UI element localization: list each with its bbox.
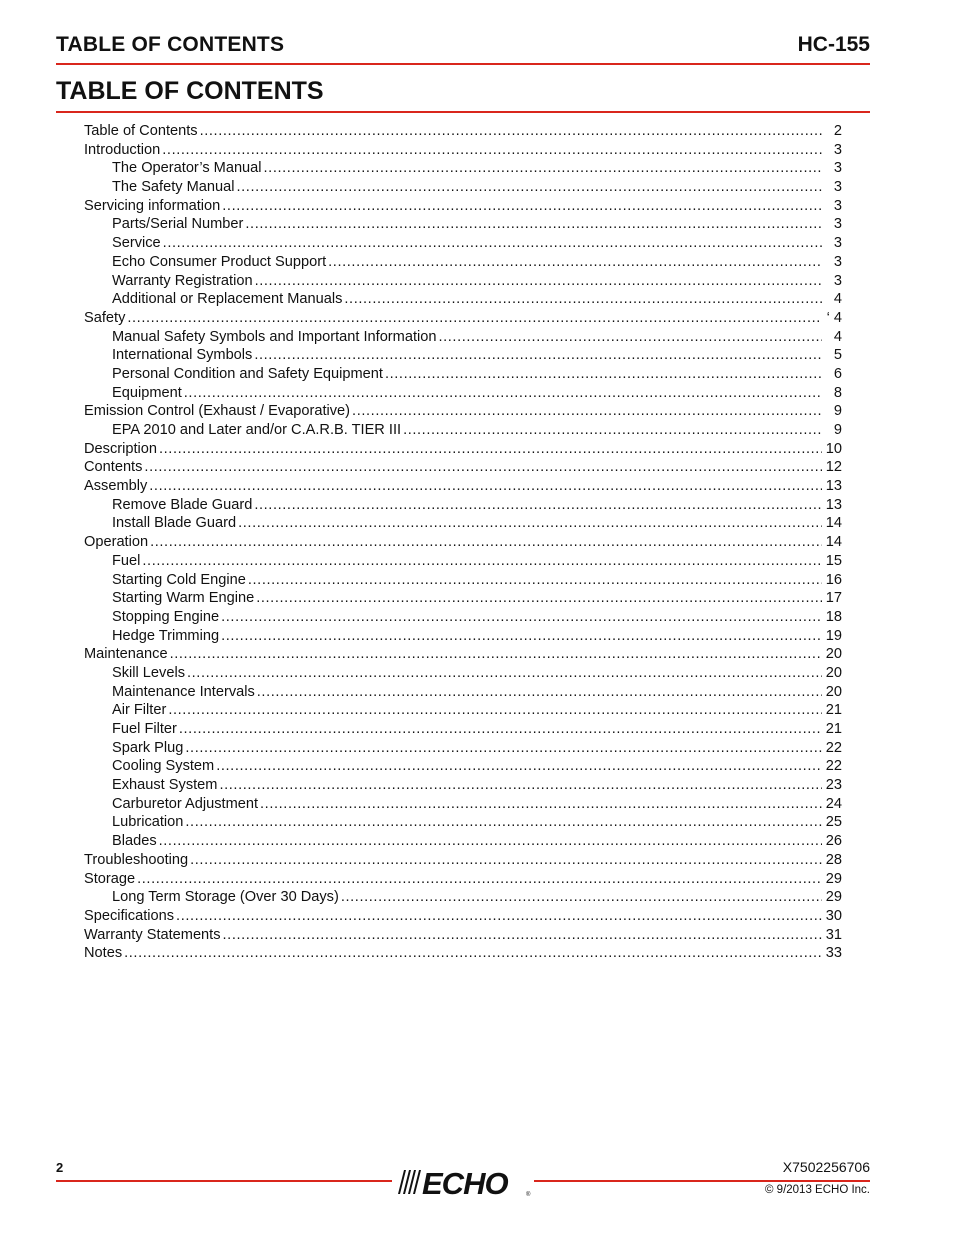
toc-dot-leader — [237, 178, 823, 197]
toc-dot-leader — [149, 477, 822, 496]
toc-entry[interactable] — [84, 309, 842, 328]
toc-entry-page: 3 — [833, 197, 842, 214]
toc-entry-label: Skill Levels — [112, 664, 185, 681]
toc-entry-label: Notes — [84, 945, 123, 962]
toc-entry-label: Contents — [84, 459, 143, 476]
toc-dot-leader — [163, 234, 822, 253]
toc-entry-page: 3 — [833, 160, 842, 177]
toc-entry[interactable] — [84, 552, 842, 571]
toc-entry[interactable] — [84, 813, 842, 832]
footer-part-number: X7502256706 — [782, 1159, 870, 1175]
toc-dot-leader — [264, 159, 822, 178]
toc-dot-leader — [260, 795, 822, 814]
toc-entry[interactable] — [84, 122, 842, 141]
toc-dot-leader — [248, 571, 822, 590]
toc-entry-page: 21 — [825, 702, 842, 719]
toc-entry[interactable] — [84, 159, 842, 178]
toc-entry[interactable] — [84, 402, 842, 421]
toc-entry[interactable] — [84, 384, 842, 403]
toc-entry-label: Service — [112, 235, 161, 252]
toc-entry-label: Fuel Filter — [112, 721, 177, 737]
toc-entry-label: Operation — [84, 534, 149, 551]
toc-entry-page: 3 — [833, 179, 842, 196]
toc-entry[interactable] — [84, 664, 842, 683]
toc-entry[interactable] — [84, 571, 842, 590]
toc-entry-label: Specifications — [84, 907, 175, 924]
toc-entry-label: Emission Control (Exhaust / Evaporative) — [84, 403, 351, 420]
toc-dot-leader — [185, 739, 822, 758]
toc-dot-leader — [438, 328, 822, 347]
svg-text:®: ® — [526, 1192, 531, 1198]
header-model-number: HC-155 — [797, 33, 870, 56]
toc-entry[interactable] — [84, 514, 842, 533]
toc-entry[interactable] — [84, 496, 842, 515]
toc-entry[interactable] — [84, 888, 842, 907]
toc-entry[interactable] — [84, 627, 842, 646]
toc-entry-page: 3 — [833, 141, 842, 158]
toc-entry[interactable] — [84, 776, 842, 795]
toc-entry[interactable] — [84, 757, 842, 776]
toc-entry-label: Blades — [112, 833, 157, 850]
toc-entry-page: 9 — [833, 422, 842, 438]
toc-entry-page: 22 — [825, 758, 842, 775]
toc-entry[interactable] — [84, 421, 842, 440]
toc-dot-leader — [223, 926, 822, 945]
toc-entry[interactable] — [84, 178, 842, 197]
toc-entry-page: 12 — [825, 459, 842, 476]
toc-entry-page: 5 — [833, 347, 842, 364]
toc-dot-leader — [162, 141, 822, 160]
toc-entry-label: Personal Condition and Safety Equipment — [112, 365, 383, 382]
toc-dot-leader — [344, 290, 822, 309]
toc-dot-leader — [216, 757, 822, 776]
toc-entry[interactable] — [84, 832, 842, 851]
echo-logo — [392, 1164, 534, 1200]
toc-entry-page: 15 — [825, 552, 842, 569]
toc-dot-leader — [238, 514, 822, 533]
toc-entry[interactable] — [84, 907, 842, 926]
table-of-contents — [84, 122, 842, 963]
toc-entry-label: Echo Consumer Product Support — [112, 253, 327, 270]
toc-dot-leader — [124, 944, 822, 963]
toc-dot-leader — [190, 851, 822, 870]
toc-dot-leader — [352, 402, 822, 421]
toc-entry-page: 19 — [825, 627, 842, 644]
toc-entry-label: Maintenance Intervals — [112, 683, 255, 700]
toc-entry-label: Safety — [84, 309, 126, 326]
toc-dot-leader — [256, 589, 822, 608]
footer-rule-right — [534, 1180, 870, 1182]
toc-entry-label: Additional or Replacement Manuals — [112, 291, 343, 308]
toc-dot-leader — [221, 608, 822, 627]
toc-dot-leader — [255, 272, 822, 291]
toc-entry-label: Description — [84, 440, 157, 457]
toc-entry[interactable] — [84, 720, 842, 739]
page-title: TABLE OF CONTENTS — [56, 77, 870, 113]
toc-entry[interactable] — [84, 197, 842, 216]
toc-entry[interactable] — [84, 851, 842, 870]
toc-entry[interactable] — [84, 477, 842, 496]
toc-entry-label: Remove Blade Guard — [112, 496, 253, 513]
toc-entry[interactable] — [84, 253, 842, 272]
footer-rule-left — [56, 1180, 392, 1182]
toc-entry[interactable] — [84, 533, 842, 552]
toc-entry-page: 28 — [825, 851, 842, 868]
toc-entry-label: EPA 2010 and Later and/or C.A.R.B. TIER III — [112, 422, 402, 438]
toc-dot-leader — [137, 870, 822, 889]
toc-dot-leader — [221, 627, 822, 646]
toc-entry-label: Long Term Storage (Over 30 Days) — [112, 889, 339, 906]
toc-entry-page: 6 — [833, 365, 842, 382]
toc-entry-page: 4 — [833, 328, 842, 345]
toc-entry-page: 3 — [833, 216, 842, 233]
toc-dot-leader — [222, 197, 822, 216]
toc-entry-page: 8 — [833, 384, 842, 401]
toc-entry-label: Warranty Statements — [84, 926, 221, 943]
toc-entry[interactable] — [84, 234, 842, 253]
toc-dot-leader — [219, 776, 822, 795]
toc-dot-leader — [187, 664, 822, 683]
toc-entry[interactable] — [84, 739, 842, 758]
toc-entry-page: 26 — [825, 833, 842, 850]
toc-entry-page: 22 — [825, 739, 842, 756]
toc-dot-leader — [176, 907, 822, 926]
toc-entry-page: 2 — [833, 123, 842, 139]
toc-entry-label: Lubrication — [112, 814, 184, 831]
toc-entry[interactable] — [84, 870, 842, 889]
toc-dot-leader — [403, 421, 822, 440]
toc-entry-label: Carburetor Adjustment — [112, 795, 259, 812]
toc-entry-page: 30 — [825, 907, 842, 924]
toc-entry-page: 20 — [825, 664, 842, 681]
toc-entry[interactable] — [84, 290, 842, 309]
toc-entry-page: 3 — [833, 253, 842, 270]
toc-entry[interactable] — [84, 645, 842, 664]
toc-entry-page: ‘ 4 — [826, 309, 842, 326]
toc-entry-label: Exhaust System — [112, 777, 218, 794]
toc-dot-leader — [185, 813, 822, 832]
toc-entry[interactable] — [84, 944, 842, 963]
toc-entry-label: Hedge Trimming — [112, 627, 220, 644]
toc-entry-page: 17 — [825, 590, 842, 607]
toc-entry[interactable] — [84, 701, 842, 720]
toc-dot-leader — [257, 683, 822, 702]
toc-entry-page: 9 — [833, 403, 842, 420]
toc-dot-leader — [159, 440, 822, 459]
toc-entry-label: Cooling System — [112, 758, 215, 775]
toc-entry-page: 20 — [825, 683, 842, 700]
toc-dot-leader — [127, 309, 822, 328]
toc-entry[interactable] — [84, 458, 842, 477]
toc-entry-page: 20 — [825, 646, 842, 663]
toc-dot-leader — [179, 720, 822, 739]
toc-entry-page: 4 — [833, 291, 842, 308]
toc-entry-page: 21 — [825, 721, 842, 737]
toc-entry-label: Fuel — [112, 552, 141, 569]
toc-dot-leader — [245, 215, 822, 234]
toc-entry-label: Equipment — [112, 384, 182, 401]
toc-entry-label: Maintenance — [84, 646, 168, 663]
toc-entry-label: Starting Cold Engine — [112, 571, 246, 588]
toc-entry-label: The Safety Manual — [112, 179, 235, 196]
toc-entry-page: 16 — [825, 571, 842, 588]
toc-dot-leader — [142, 552, 822, 571]
toc-dot-leader — [200, 122, 822, 141]
toc-entry[interactable] — [84, 589, 842, 608]
toc-entry-label: Manual Safety Symbols and Important Information — [112, 328, 437, 345]
toc-entry-label: Assembly — [84, 478, 148, 495]
toc-entry-page: 14 — [825, 534, 842, 551]
toc-entry-page: 29 — [825, 870, 842, 887]
toc-entry-label: Servicing information — [84, 197, 221, 214]
toc-entry-page: 10 — [825, 440, 842, 457]
toc-dot-leader — [144, 458, 822, 477]
toc-entry[interactable] — [84, 440, 842, 459]
toc-entry-label: Stopping Engine — [112, 608, 220, 625]
toc-entry-label: Install Blade Guard — [112, 515, 237, 532]
toc-entry-page: 3 — [833, 235, 842, 252]
toc-dot-leader — [159, 832, 822, 851]
toc-entry-page: 13 — [825, 478, 842, 495]
toc-dot-leader — [385, 365, 822, 384]
toc-entry-label: Parts/Serial Number — [112, 216, 244, 233]
toc-entry-page: 23 — [825, 777, 842, 794]
toc-entry[interactable] — [84, 795, 842, 814]
toc-dot-leader — [184, 384, 822, 403]
toc-entry-label: Introduction — [84, 141, 161, 158]
toc-entry[interactable] — [84, 272, 842, 291]
toc-entry-label: Warranty Registration — [112, 272, 253, 289]
toc-entry-page: 3 — [833, 272, 842, 289]
footer-copyright: © 9/2013 ECHO Inc. — [765, 1184, 870, 1196]
toc-entry-label: Troubleshooting — [84, 851, 189, 868]
toc-entry-page: 14 — [825, 515, 842, 532]
toc-entry[interactable] — [84, 683, 842, 702]
toc-dot-leader — [341, 888, 822, 907]
toc-entry-page: 31 — [825, 926, 842, 943]
toc-entry[interactable] — [84, 141, 842, 160]
toc-entry-label: International Symbols — [112, 347, 253, 364]
toc-dot-leader — [150, 533, 822, 552]
toc-dot-leader — [328, 253, 822, 272]
toc-entry[interactable] — [84, 926, 842, 945]
toc-dot-leader — [170, 645, 822, 664]
toc-entry[interactable] — [84, 346, 842, 365]
toc-entry[interactable] — [84, 328, 842, 347]
toc-dot-leader — [254, 346, 822, 365]
footer-page-number: 2 — [56, 1160, 64, 1175]
toc-entry[interactable] — [84, 365, 842, 384]
page-header — [56, 33, 870, 65]
svg-text:ECHO: ECHO — [422, 1166, 508, 1200]
toc-entry[interactable] — [84, 608, 842, 627]
toc-entry-label: Air Filter — [112, 702, 167, 719]
toc-entry-label: Spark Plug — [112, 739, 184, 756]
toc-entry-page: 25 — [825, 814, 842, 831]
toc-entry[interactable] — [84, 215, 842, 234]
toc-entry-page: 24 — [825, 795, 842, 812]
toc-entry-label: Starting Warm Engine — [112, 590, 255, 607]
toc-dot-leader — [254, 496, 822, 515]
toc-entry-label: Storage — [84, 870, 136, 887]
toc-entry-page: 13 — [825, 496, 842, 513]
toc-entry-page: 29 — [825, 889, 842, 906]
toc-entry-label: The Operator’s Manual — [112, 160, 262, 177]
header-section-title: TABLE OF CONTENTS — [56, 33, 285, 56]
toc-entry-page: 18 — [825, 608, 842, 625]
toc-dot-leader — [168, 701, 822, 720]
toc-entry-page: 33 — [825, 945, 842, 962]
toc-entry-label: Table of Contents — [84, 123, 198, 139]
